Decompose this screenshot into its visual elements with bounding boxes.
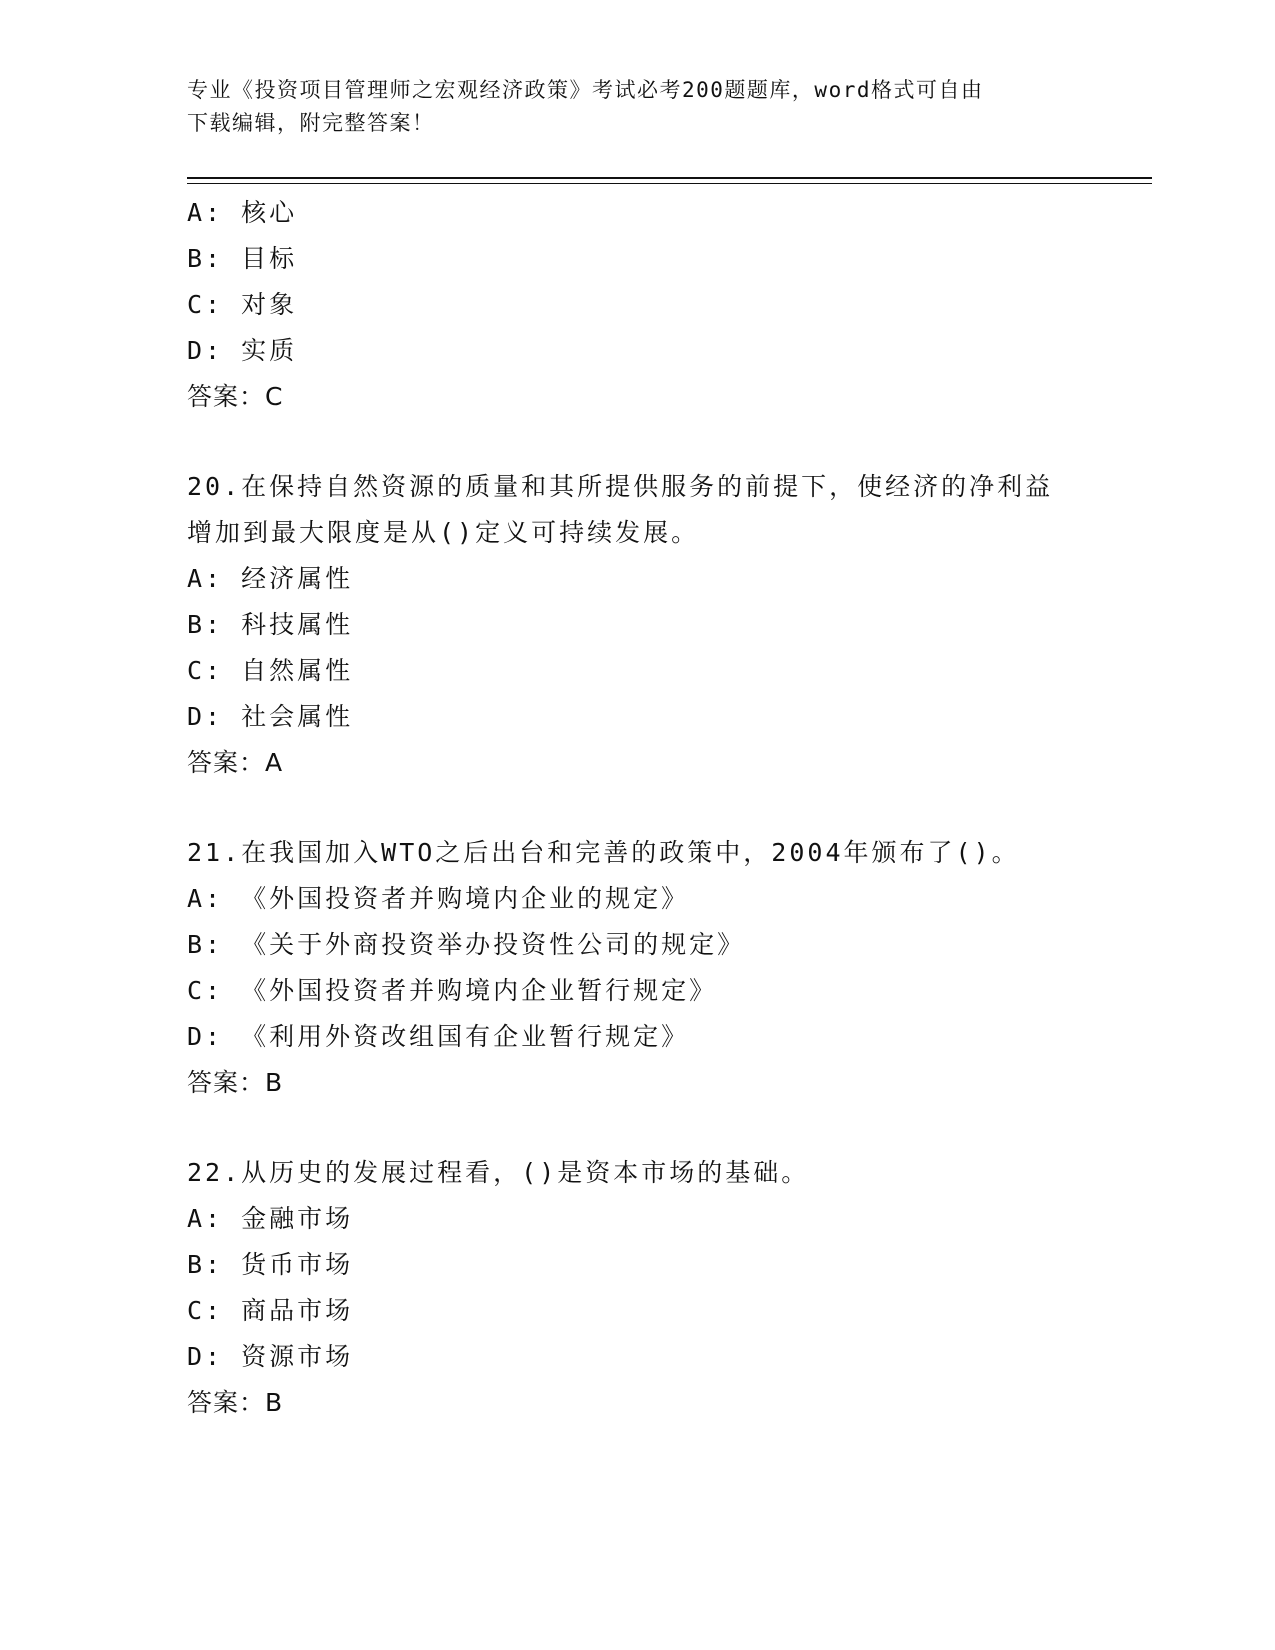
option-d: D: 资源市场 — [187, 1342, 354, 1371]
question-text-line-1: 22.从历史的发展过程看，()是资本市场的基础。 — [187, 1158, 810, 1187]
option-c: C: 《外国投资者并购境内企业暂行规定》 — [187, 976, 718, 1005]
spacer — [187, 1106, 1087, 1150]
option-a: A: 《外国投资者并购境内企业的规定》 — [187, 884, 690, 913]
option-a: A: 金融市场 — [187, 1204, 354, 1233]
option-a: A: 核心 — [187, 198, 298, 227]
question-21-block — [187, 830, 1087, 1106]
option-c: C: 自然属性 — [187, 656, 354, 685]
question-text-line-1: 20.在保持自然资源的质量和其所提供服务的前提下，使经济的净利益 — [187, 472, 1054, 501]
answer-line: 答案：B — [187, 1068, 284, 1097]
option-c: C: 对象 — [187, 290, 298, 319]
option-a: A: 经济属性 — [187, 564, 354, 593]
header-line-1: 专业《投资项目管理师之宏观经济政策》考试必考200题题库，word格式可自由 — [187, 78, 984, 102]
header-line-2: 下载编辑，附完整答案！ — [187, 111, 435, 135]
question-text-line-2: 增加到最大限度是从()定义可持续发展。 — [187, 518, 700, 547]
option-b: B: 目标 — [187, 244, 298, 273]
spacer — [187, 786, 1087, 830]
document-header — [187, 74, 1087, 140]
answer-line: 答案：B — [187, 1388, 284, 1417]
option-b: B: 科技属性 — [187, 610, 354, 639]
header-divider-thick — [187, 177, 1152, 179]
question-text-line-1: 21.在我国加入WTO之后出台和完善的政策中，2004年颁布了()。 — [187, 838, 1020, 867]
option-b: B: 货币市场 — [187, 1250, 354, 1279]
spacer — [187, 420, 1087, 464]
option-d: D: 《利用外资改组国有企业暂行规定》 — [187, 1022, 690, 1051]
answer-line: 答案：A — [187, 748, 284, 777]
option-c: C: 商品市场 — [187, 1296, 354, 1325]
header-divider-thin — [187, 183, 1152, 184]
answer-line: 答案：C — [187, 382, 284, 411]
option-d: D: 实质 — [187, 336, 298, 365]
question-19-block — [187, 190, 1087, 420]
option-b: B: 《关于外商投资举办投资性公司的规定》 — [187, 930, 746, 959]
question-list — [187, 190, 1087, 1426]
option-d: D: 社会属性 — [187, 702, 354, 731]
question-20-block — [187, 464, 1087, 786]
question-22-block — [187, 1150, 1087, 1426]
